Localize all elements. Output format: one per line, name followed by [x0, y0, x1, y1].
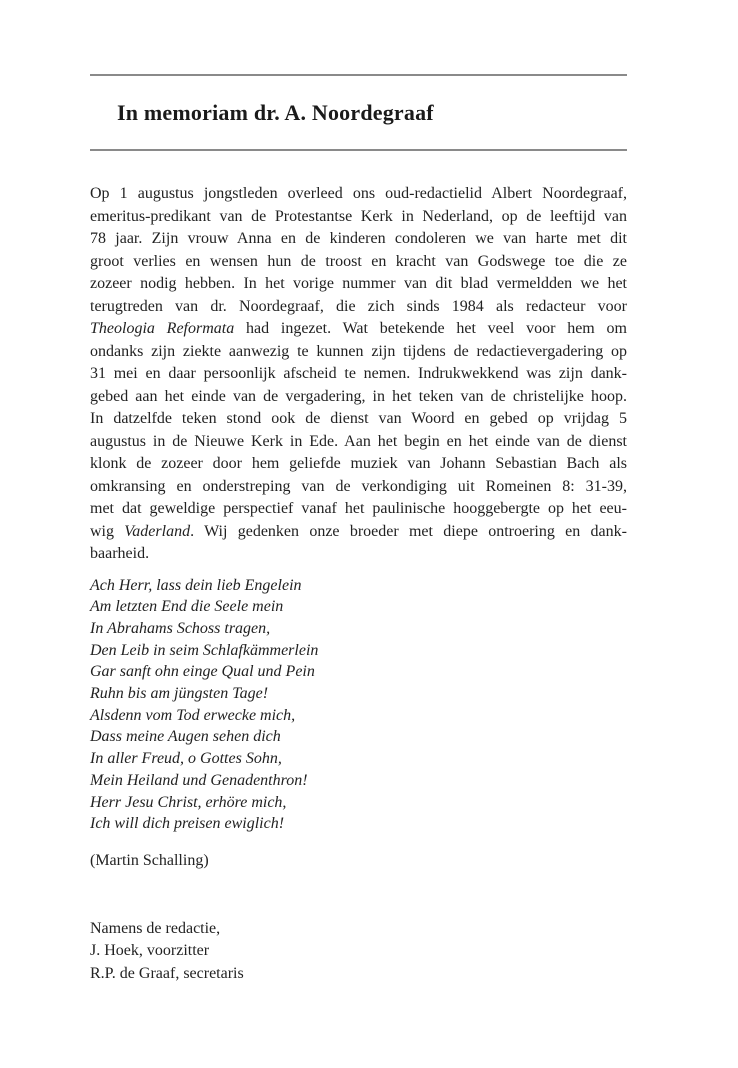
hymn-poem: [90, 575, 627, 835]
paragraph-line: zozeer nodig hebben. In het vorige nummer van dit blad vermeldden we het: [90, 275, 627, 292]
paragraph-line: omkransing en onderstreping van de verkondiging uit Romeinen 8: 31-39,: [90, 477, 627, 495]
paragraph-line: Op 1 augustus jongstleden overleed ons oud-redactielid Albert Noordegraaf,: [90, 185, 627, 202]
paragraph-line: In datzelfde teken stond ook de dienst van Woord en gebed op vrijdag 5: [90, 410, 627, 427]
page-title: In memoriam dr. A. Noordegraaf: [117, 100, 434, 125]
signature-block: [90, 918, 627, 985]
paragraph-line: baarheid.: [90, 545, 150, 562]
signature-line: J. Hoek, voorzitter: [90, 942, 210, 960]
paragraph-line: groot verlies en wensen hun de troost en kracht van Godswege toe die ze: [90, 252, 627, 270]
poem-line: Ach Herr, lass dein lieb Engelein: [90, 576, 302, 594]
poem-line: Alsdenn vom Tod erwecke mich,: [90, 706, 296, 724]
poem-line: Am letzten End die Seele mein: [90, 598, 284, 616]
signature-line: Namens de redactie,: [90, 919, 221, 937]
poem-attribution: (Martin Schalling): [90, 851, 209, 869]
poem-line: In aller Freud, o Gottes Sohn,: [90, 750, 282, 768]
paragraph-line: augustus in de Nieuwe Kerk in Ede. Aan het begin en het einde van de dienst: [90, 432, 627, 450]
paragraph-line: ondanks zijn ziekte aanwezig te kunnen zijn tijdens de redactievergadering op: [90, 342, 627, 360]
poem-line: Herr Jesu Christ, erhöre mich,: [90, 793, 287, 811]
paragraph-line: emeritus-predikant van de Protestantse Kerk in Nederland, op de leeftijd van: [90, 207, 627, 225]
poem-line: Ruhn bis am jüngsten Tage!: [90, 685, 269, 703]
poem-line: Mein Heiland und Genadenthron!: [90, 771, 308, 789]
paragraph-line: met dat geweldige perspectief vanaf het paulinische hooggebergte op het eeu-: [90, 500, 627, 517]
signature-line: R.P. de Graaf, secretaris: [90, 964, 244, 982]
poem-line: In Abrahams Schoss tragen,: [90, 619, 271, 637]
obituary-paragraph: [90, 183, 627, 566]
paragraph-line: Theologia Reformata had ingezet. Wat betekende het veel voor hem om: [90, 320, 627, 337]
paragraph-line: gebed aan het einde van de vergadering, in het teken van de christelijke hoop.: [90, 387, 627, 405]
paragraph-line: terugtreden van dr. Noordegraaf, die zich sinds 1984 als redacteur voor: [90, 297, 627, 315]
paragraph-line: wig Vaderland. Wij gedenken onze broeder met diepe ontroering en dank-: [90, 522, 627, 540]
paragraph-line: 31 mei en daar persoonlijk afscheid te nemen. Indrukwekkend was zijn dank-: [90, 365, 627, 382]
paragraph-line: klonk de zozeer door hem geliefde muziek van Johann Sebastian Bach als: [90, 455, 627, 472]
poem-line: Den Leib in seim Schlafkämmerlein: [90, 641, 319, 659]
poem-line: Dass meine Augen sehen dich: [90, 728, 281, 746]
poem-line: Gar sanft ohn einge Qual und Pein: [90, 663, 315, 681]
page-content: [90, 0, 627, 985]
horizontal-rule-bottom: [90, 149, 627, 151]
paragraph-line: 78 jaar. Zijn vrouw Anna en de kinderen condoleren we van harte met dit: [90, 230, 627, 247]
poem-line: Ich will dich preisen ewiglich!: [90, 815, 285, 833]
